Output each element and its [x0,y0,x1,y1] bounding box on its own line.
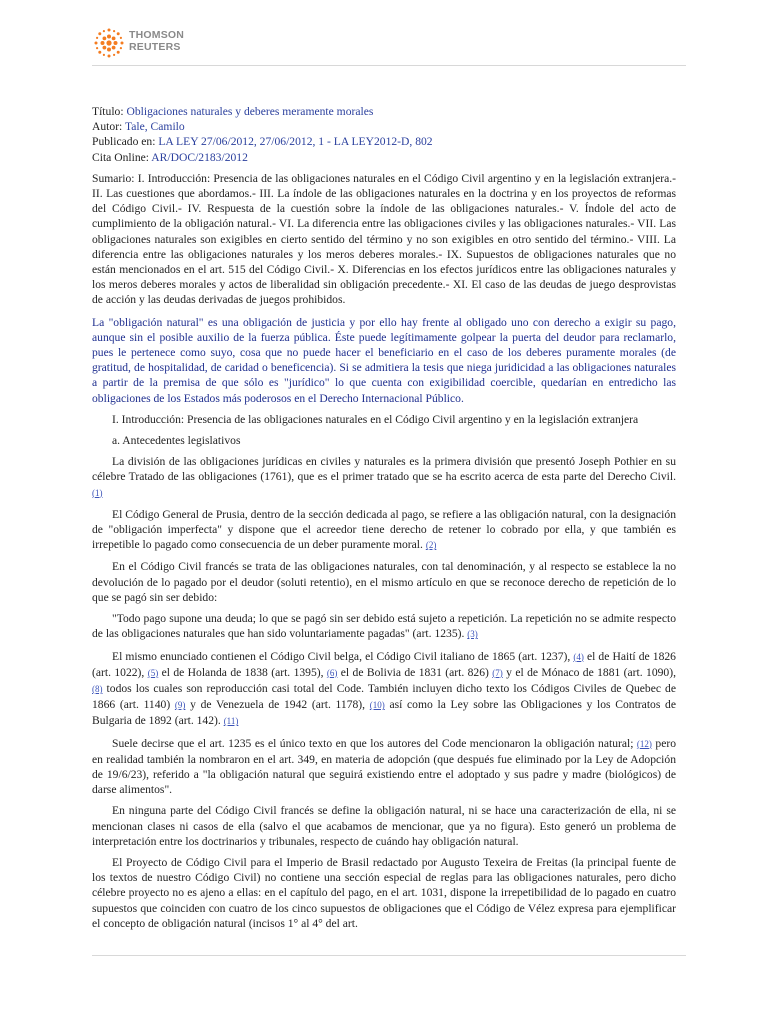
paragraph-1-text: La división de las obligaciones jurídicas en civiles y naturales es la primera división que presentó Joseph Pothier en su célebre Tratado de las obligaciones (1761), que es el primer tratado que se ha escrito acerca de esta parte del Derecho Civil. [92,455,676,484]
title-line [92,104,676,119]
footnote-link-3[interactable]: (3) [467,629,478,640]
header-divider [92,65,686,66]
paragraph-5-text-2: el de Haití de 1826 (art. 1022), [92,649,676,679]
paragraph-4-text: "Todo pago supone una deuda; lo que se pagó sin ser debido está sujeto a repetición. La repetición no se admite respecto de las obligaciones naturales que han sido voluntariamente pagadas" (art. 1235). [92,612,676,641]
logo-line-1: THOMSON [129,29,185,41]
footnote-link-4[interactable]: (4) [573,651,584,662]
footnote-link-1[interactable]: (1) [92,487,103,498]
cite-label: Cita Online: [92,150,152,164]
footnote-link-11[interactable]: (11) [223,716,239,727]
paragraph-7: En ninguna parte del Código Civil francés se define la obligación natural, ni se hace una caracterización de ella, ni se mencionan clases ni casos de ella (salvo el que acabamos de mencionar, que ya no figura). Esto generó un problema de interpretación entre los doctrinarios y tribunales, respecto de cuándo hay obligación natural. [92,804,676,848]
paragraph-5-text-5: y el de Mónaco de 1881 (art. 1090), [502,665,676,679]
footnote-link-10[interactable]: (10) [369,700,385,711]
published-label: Publicado en: [92,135,159,149]
footnote-link-7[interactable]: (7) [492,667,503,678]
author-line [92,119,676,134]
thomson-reuters-logo [92,26,232,64]
published-link[interactable]: LA LEY 27/06/2012, 27/06/2012, 1 - LA LEY2012-D, 802 [158,135,433,149]
title-link[interactable]: Obligaciones naturales y deberes meramente morales [126,105,374,118]
paragraph-5-text-7: y de Venezuela de 1942 (art. 1178), [185,698,370,712]
paragraph-5-text-1: El mismo enunciado contienen el Código Civil belga, el Código Civil italiano de 1865 (art. 1237), [112,649,574,663]
title-label: Título: [92,105,127,118]
logo-wordmark [129,29,184,53]
paragraph-6-text-1: Suele decirse que el art. 1235 es el único texto en que los autores del Code mencionaron la obligación natural; [112,736,637,750]
published-line [92,134,676,149]
footnote-link-9[interactable]: (9) [174,700,186,711]
paragraph-6-text-2: pero en realidad también la nombraron en el art. 349, en materia de adopción (que después fue eliminado por la Ley de Adopción de 19/6/23), referido a "la obligación natural que seguirá existiendo entre el adoptado y sus padre y madre (biológicos) de darse alimentos". [92,736,676,797]
subsection-heading: a. Antecedentes legislativos [112,434,241,448]
footnote-link-2[interactable]: (2) [425,540,437,551]
paragraph-2 [92,507,676,554]
paragraph-5-text-3: el de Holanda de 1838 (art. 1395), [158,665,327,679]
section-heading: I. Introducción: Presencia de las obligaciones naturales en el Código Civil argentino y en la legislación extranjera [112,412,639,426]
paragraph-4-quote [92,611,676,642]
paragraph-3: En el Código Civil francés se trata de las obligaciones naturales, con tal denominación, y al respecto se establece la no devolución de lo pagado por el deudor (soluti retentio), en el mismo artículo en que se reconoce derecho de repetición de lo que se pagó sin ser debido: [92,560,676,604]
author-link[interactable]: Tale, Camilo [124,120,185,134]
page-header [92,26,686,64]
footnote-link-5[interactable]: (5) [147,667,159,678]
summary-paragraph: Sumario: I. Introducción: Presencia de las obligaciones naturales en el Código Civil argentino y en la legislación extranjera.- II. Las cuestiones que abordamos.- III. La índole de las obligaciones naturales en la doctrina y en los proyectos de reformas del Código Civil.- IV. Respuesta de la cuestión sobre la índole de las obligaciones naturales.- V. Índole del acto de cumplimiento de la obligación natural.- VI. La diferencia entre las obligaciones civiles y las obligaciones naturales.- VII. Las obligaciones naturales son exigibles en cierto sentido del término y no son exigibles en otro sentido del término.- VIII. La diferencia entre las obligaciones naturales y los meros deberes morales.- IX. Supuestos de obligaciones naturales que no están mencionados en el art. 515 del Código Civil.- X. Diferencias en los efectos jurídicos entre las obligaciones naturales y los meros deberes morales y actos de liberalidad sin obligación precedente.- XI. El caso de las deudas de juego desprovistas de acción y las deudas derivadas de juegos prohibidos. [92,171,676,307]
footer-divider [92,955,686,956]
cite-link[interactable]: AR/DOC/2183/2012 [151,150,248,164]
footnote-link-8[interactable]: (8) [92,683,103,694]
paragraph-5-text-6: todos los cuales son reproducción casi total del Code. También incluyen dicho texto los Códigos Civiles de Quebec de 1866 (art. 1140) [92,681,676,712]
document-body [92,104,676,951]
footnote-link-12[interactable]: (12) [636,738,652,749]
abstract-paragraph: La "obligación natural" es una obligación de justicia y por ello hay frente al obligado uno con derecho a exigir su pago, aunque sin el posible auxilio de la fuerza pública. Éste puede legítimamente golpear la puerta del deudor para reclamarlo, pues le pertenece como suyo, cosa que no puede hacer el beneficiario en el caso de los deberes puramente morales (de gratitud, de hospitalidad, de caridad o beneficencia). Si se admitiera la tesis que niega juridicidad a las obligaciones naturales a partir de la premisa de que sólo es "jurídico" lo que cuenta con exigibilidad coercible, quedarían en entredicho las obligaciones de los Estados más poderosos en el Derecho Internacional Público. [92,315,676,405]
footnote-link-6[interactable]: (6) [326,667,338,678]
paragraph-6 [92,736,676,798]
cite-line [92,150,676,165]
reuters-dot-logo-icon [92,26,126,60]
author-label: Autor: [92,120,125,134]
logo-line-2: REUTERS [129,41,181,53]
paragraph-2-text: El Código General de Prusia, dentro de la sección dedicada al pago, se refiere a las obligación natural, con la designación de "obligación imperfecta" y dispone que el acreedor tiene derecho de retener lo cobrado por ella, y que también es irrepetible lo pagado como consecuencia de un deber puramente moral. [92,507,676,552]
paragraph-5-text-8: así como la Ley sobre las Obligaciones y los Contratos de Bulgaria de 1892 (art. 142). [92,698,676,728]
paragraph-1 [92,454,676,501]
paragraph-5 [92,649,676,730]
paragraph-8: El Proyecto de Código Civil para el Imperio de Brasil redactado por Augusto Texeira de Freitas (la principal fuente de los textos de nuestro Código Civil) no contiene una sección especial de reglas para las obligaciones naturales, pero dicho célebre proyecto no es ajeno a ellas: en el capítulo del pago, en el art. 1031, dispone la irrepetibilidad de lo pagado en cuatro supuestos que coinciden con cuatro de los cinco supuestos de obligaciones que el Código de Vélez expresa para ejemplificar el concepto de obligación natural (incisos 1° al 4° del art. [92,855,676,930]
document-metadata [92,104,676,165]
paragraph-5-text-4: el de Bolivia de 1831 (art. 826) [337,665,493,679]
